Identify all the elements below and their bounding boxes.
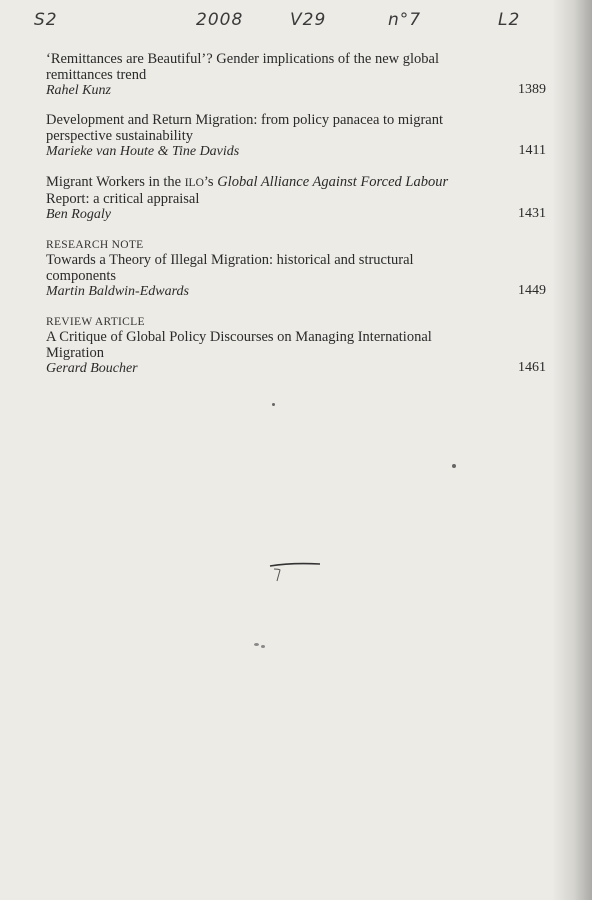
title-line: Towards a Theory of Illegal Migration: historical and structural bbox=[46, 252, 414, 268]
article-title bbox=[46, 174, 546, 207]
paper-speck bbox=[254, 643, 259, 646]
article-title bbox=[46, 51, 546, 83]
article-title bbox=[46, 252, 546, 284]
title-line: components bbox=[46, 268, 117, 284]
toc-entry[interactable] bbox=[46, 238, 546, 300]
title-line bbox=[46, 174, 546, 191]
pencil-mark bbox=[268, 561, 322, 583]
title-line: Report: a critical appraisal bbox=[46, 191, 200, 207]
article-author: Martin Baldwin-Edwards bbox=[46, 284, 189, 299]
title-line: ‘Remittances are Beautiful’? Gender implications of the new global bbox=[46, 51, 439, 67]
page-number: 1461 bbox=[518, 360, 546, 375]
handwritten-note-number: n°7 bbox=[388, 10, 422, 30]
page-number: 1389 bbox=[518, 82, 546, 97]
page-number: 1449 bbox=[518, 283, 546, 298]
handwritten-note-volume: V29 bbox=[290, 10, 327, 30]
article-title bbox=[46, 112, 546, 144]
title-line: remittances trend bbox=[46, 67, 147, 83]
page-number: 1411 bbox=[518, 143, 546, 158]
title-line: Development and Return Migration: from policy panacea to migrant bbox=[46, 112, 444, 128]
toc-entry[interactable] bbox=[46, 112, 546, 160]
toc-entry[interactable] bbox=[46, 51, 546, 99]
title-line: perspective sustainability bbox=[46, 128, 193, 144]
section-kicker: RESEARCH NOTE bbox=[46, 239, 144, 251]
handwritten-note-1: S2 bbox=[34, 10, 58, 30]
page-edge-shadow bbox=[552, 0, 592, 900]
paper-speck bbox=[261, 645, 265, 648]
article-author: Gerard Boucher bbox=[46, 361, 138, 376]
title-possessive: ’s bbox=[203, 174, 218, 190]
article-author: Ben Rogaly bbox=[46, 207, 111, 222]
toc-entry[interactable] bbox=[46, 315, 546, 377]
title-abbreviation: ILO bbox=[184, 177, 204, 189]
toc-entry[interactable] bbox=[46, 174, 546, 223]
title-line: Migration bbox=[46, 345, 104, 361]
title-prefix: Migrant Workers in the bbox=[46, 174, 185, 190]
paper-speck bbox=[272, 403, 275, 406]
handwritten-note-year: 2008 bbox=[196, 10, 244, 30]
article-author: Rahel Kunz bbox=[46, 83, 111, 98]
handwritten-note-location: L2 bbox=[498, 10, 521, 30]
section-kicker: REVIEW ARTICLE bbox=[46, 316, 145, 328]
article-author: Marieke van Houte & Tine Davids bbox=[46, 144, 240, 159]
page-number: 1431 bbox=[518, 206, 546, 221]
title-italic-part: Global Alliance Against Forced Labour bbox=[217, 174, 449, 190]
article-title bbox=[46, 329, 546, 361]
title-line: A Critique of Global Policy Discourses on Managing International bbox=[46, 329, 432, 345]
paper-speck bbox=[452, 464, 456, 468]
